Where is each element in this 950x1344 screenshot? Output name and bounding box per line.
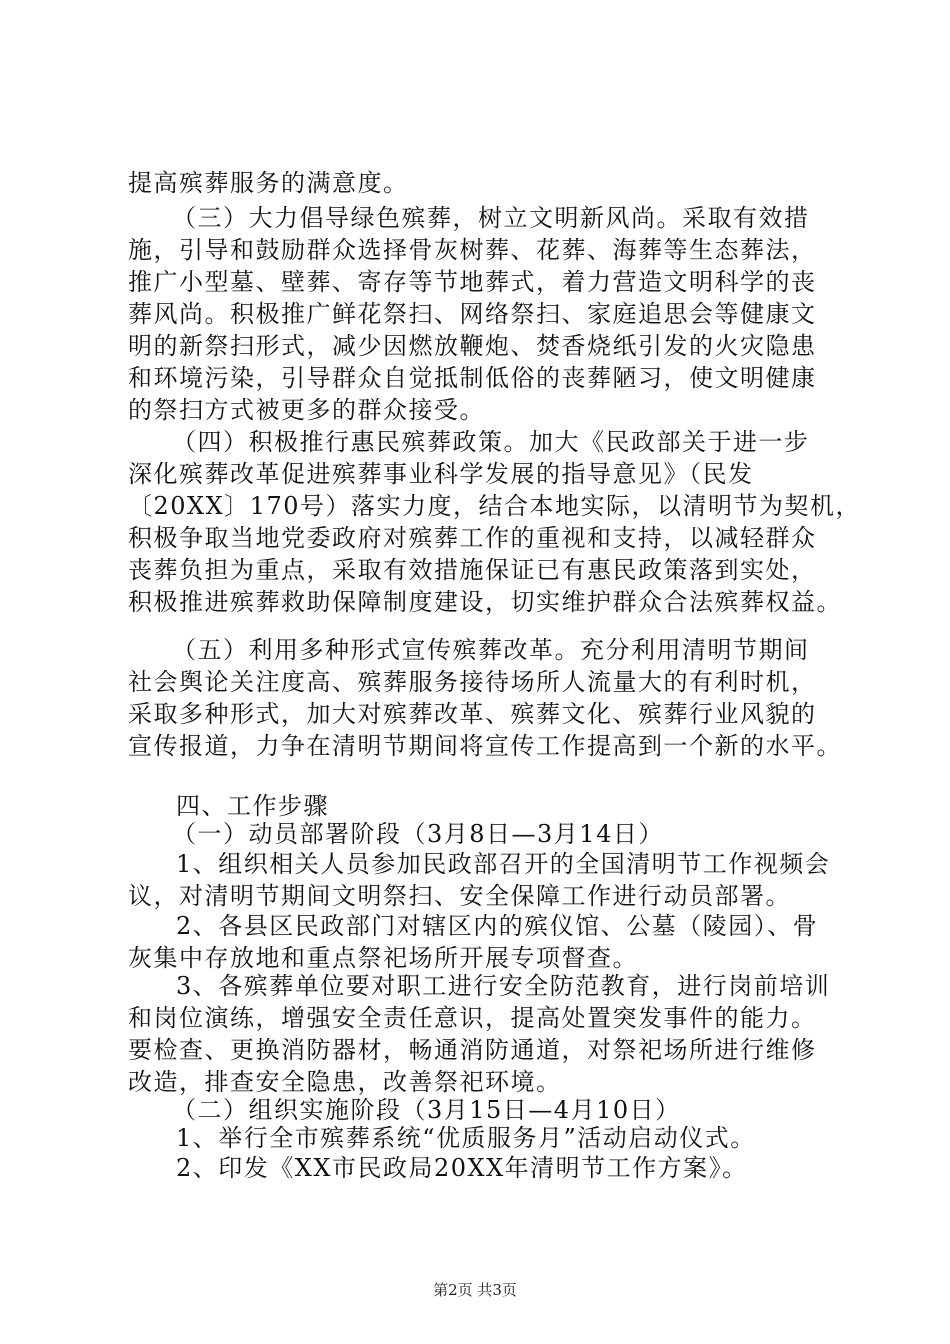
text-line: 采取多种形式，加大对殡葬改革、殡葬文化、殡葬行业风貌的: [128, 700, 817, 728]
text-line: 2、各县区民政部门对辖区内的殡仪馆、公墓（陵园）、骨: [176, 912, 819, 940]
text-line: 的祭扫方式被更多的群众接受。: [128, 396, 485, 424]
paragraph-step-1: [128, 848, 848, 912]
paragraph-step-3: [128, 970, 848, 1098]
text-line: 施，引导和鼓励群众选择骨灰树葬、花葬、海葬等生态葬法，: [128, 236, 817, 264]
paragraph-impl-step-2: [128, 1152, 848, 1184]
text-line: 积极争取当地党委政府对殡葬工作的重视和支持，以减轻群众: [128, 524, 817, 552]
text-line: 〔20XX〕170号）落实力度，结合本地实际，以清明节为契机，: [128, 492, 862, 520]
text-line: 3、各殡葬单位要对职工进行安全防范教育，进行岗前培训: [176, 972, 831, 1000]
text-line: （三）大力倡导绿色殡葬，树立文明新风尚。采取有效措: [172, 204, 810, 232]
text-line: 和环境污染，引导群众自觉抵制低俗的丧葬陋习，使文明健康: [128, 364, 817, 392]
text-line: 宣传报道，力争在清明节期间将宣传工作提高到一个新的水平。: [128, 732, 842, 760]
text-line: 1、举行全市殡葬系统“优质服务月”活动启动仪式。: [176, 1124, 756, 1152]
text-line: 灰集中存放地和重点祭祀场所开展专项督查。: [128, 944, 638, 972]
text-line: 1、组织相关人员参加民政部召开的全国清明节工作视频会: [176, 850, 831, 878]
text-line: 积极推进殡葬救助保障制度建设，切实维护群众合法殡葬权益。: [128, 588, 842, 616]
paragraph-closing-sentence: [128, 167, 848, 199]
text-line: 2、印发《XX市民政局20XX年清明节工作方案》。: [176, 1154, 748, 1182]
text-line: 社会舆论关注度高、殡葬服务接待场所人流量大的有利时机，: [128, 668, 817, 696]
text-line: （五）利用多种形式宣传殡葬改革。充分利用清明节期间: [172, 636, 810, 664]
section-heading: 四、工作步骤: [176, 792, 329, 820]
text-line: 葬风尚。积极推广鲜花祭扫、网络祭扫、家庭追思会等健康文: [128, 300, 817, 328]
text-line: 提高殡葬服务的满意度。: [128, 169, 409, 197]
paragraph-benefit-policy: [128, 426, 862, 618]
subheading-mobilization-phase: [128, 818, 848, 850]
paragraph-publicity: [128, 634, 848, 762]
text-line: 改造，排查安全隐患，改善祭祀环境。: [128, 1068, 562, 1096]
paragraph-impl-step-1: [128, 1122, 848, 1154]
page-number-footer: 第2页 共3页: [433, 1281, 517, 1299]
text-line: 明的新祭扫形式，减少因燃放鞭炮、焚香烧纸引发的火灾隐患: [128, 332, 817, 360]
text-line: 要检查、更换消防器材，畅通消防通道，对祭祀场所进行维修: [128, 1036, 817, 1064]
text-line: 和岗位演练，增强安全责任意识，提高处置突发事件的能力。: [128, 1004, 817, 1032]
subheading: （一）动员部署阶段（3月8日—3月14日）: [172, 820, 664, 848]
text-line: （四）积极推行惠民殡葬政策。加大《民政部关于进一步: [172, 428, 810, 456]
text-line: 丧葬负担为重点，采取有效措施保证已有惠民政策落到实处，: [128, 556, 817, 584]
paragraph-step-2: [128, 910, 848, 974]
text-line: 议，对清明节期间文明祭扫、安全保障工作进行动员部署。: [128, 882, 791, 910]
text-line: 深化殡葬改革促进殡葬事业科学发展的指导意见》（民发: [128, 460, 754, 488]
text-line: 推广小型墓、壁葬、寄存等节地葬式，着力营造文明科学的丧: [128, 268, 817, 296]
paragraph-green-funeral: [128, 202, 848, 426]
subheading: （二）组织实施阶段（3月15日—4月10日）: [172, 1096, 681, 1124]
